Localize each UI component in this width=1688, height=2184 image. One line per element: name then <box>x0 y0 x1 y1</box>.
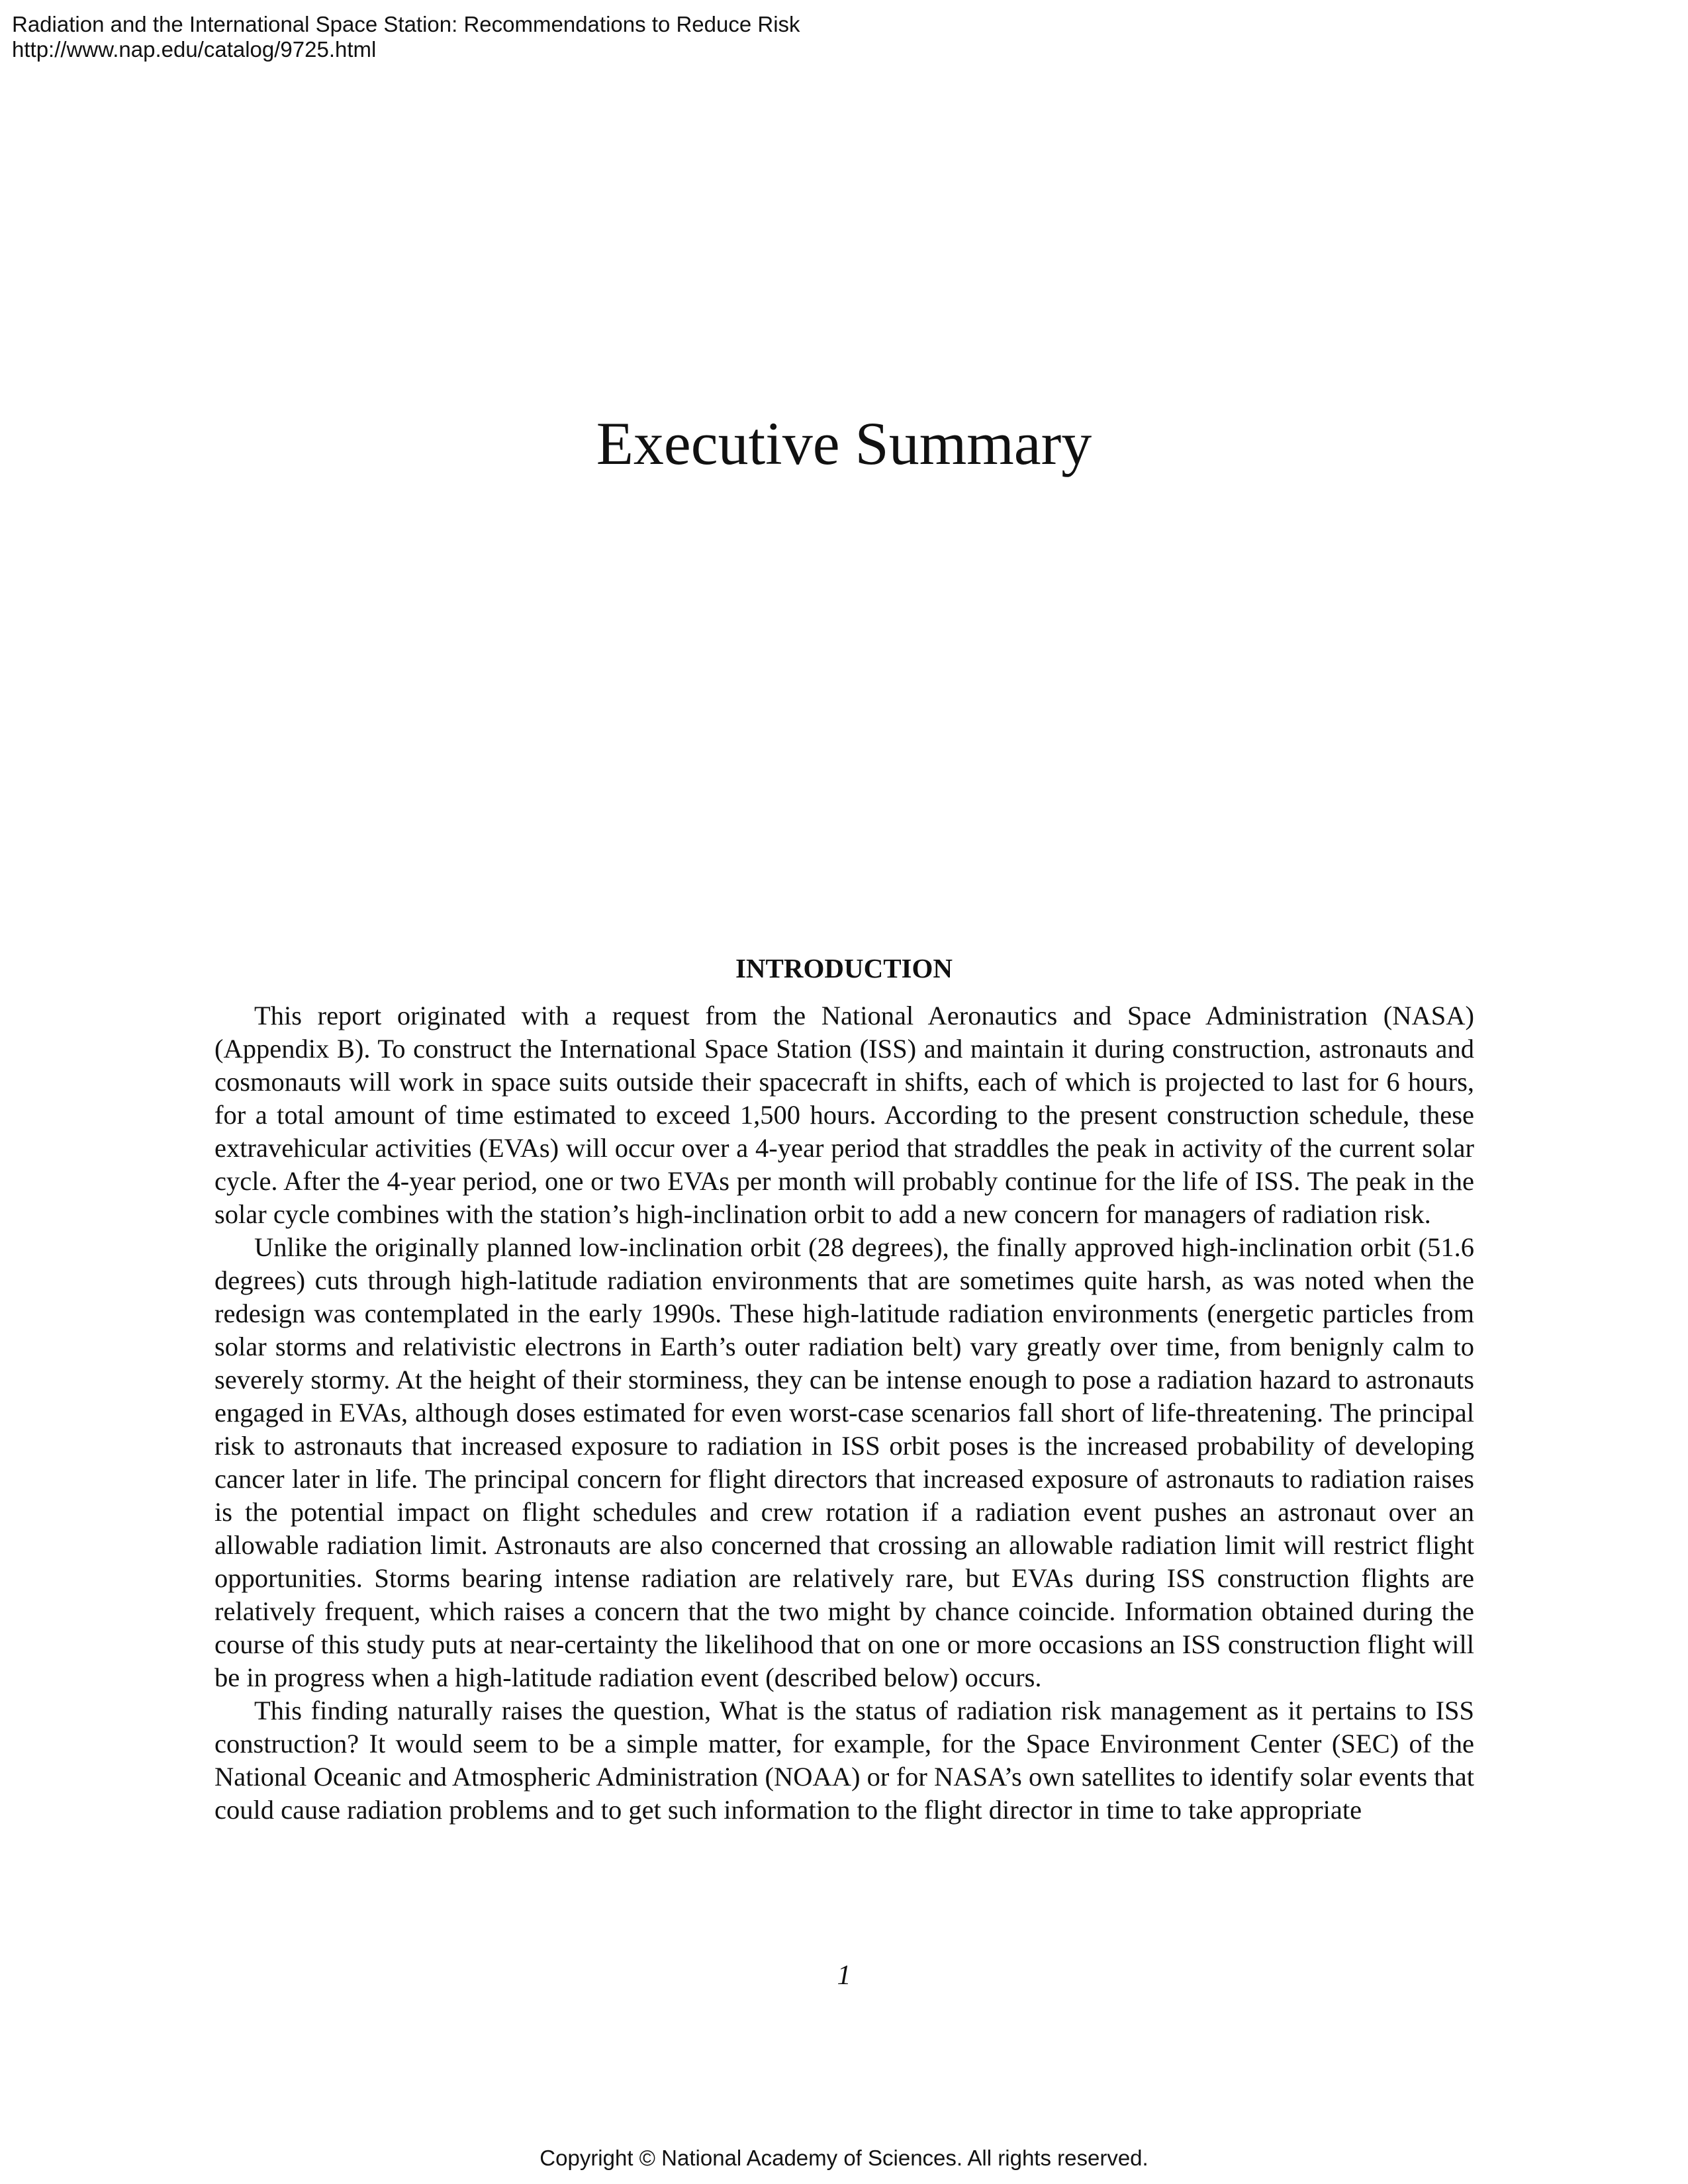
chapter-title: Executive Summary <box>596 410 1092 477</box>
page-number: 1 <box>837 1960 851 1991</box>
document-url: http://www.nap.edu/catalog/9725.html <box>12 37 377 62</box>
running-header <box>12 12 800 62</box>
body-text <box>214 999 1474 1827</box>
document-title: Radiation and the International Space Station: Recommendations to Reduce Risk <box>12 12 800 36</box>
paragraph: This report originated with a request from the National Aeronautics and Space Administration (NASA) (Appendix B). To construct the International Space Station (ISS) and maintain it during construction, astronauts and cosmonauts will work in space suits outside their spacecraft in shifts, each of which is projected to last for 6 hours, for a total amount of time estimated to exceed 1,500 hours. According to the present construction schedule, these extravehicular activities (EVAs) will occur over a 4-year period that straddles the peak in activity of the current solar cycle. After the 4-year period, one or two EVAs per month will probably continue for the life of ISS. The peak in the solar cycle combines with the station’s high-inclination orbit to add a new concern for managers of radiation risk. <box>214 1001 1474 1229</box>
paragraph: This finding naturally raises the question, What is the status of radiation risk management as it pertains to ISS construction? It would seem to be a simple matter, for example, for the Space Environment Center (SEC) of the National Oceanic and Atmospheric Administration (NOAA) or for NASA’s own satellites to identify solar events that could cause radiation problems and to get such information to the flight director in time to take appropriate <box>214 1696 1474 1825</box>
paragraph: Unlike the originally planned low-inclination orbit (28 degrees), the finally approved high-inclination orbit (51.6 degrees) cuts through high-latitude radiation environments that are sometimes quite harsh, as was noted when the redesign was contemplated in the early 1990s. These high-latitude radiation environments (energetic particles from solar storms and relativistic electrons in Earth’s outer radiation belt) vary greatly over time, from benignly calm to severely stormy. At the height of their storminess, they can be intense enough to pose a radiation hazard to astronauts engaged in EVAs, although doses estimated for even worst-case scenarios fall short of life-threatening. The principal risk to astronauts that increased exposure to radiation in ISS orbit poses is the increased probability of developing cancer later in life. The principal concern for flight directors that increased exposure of astronauts to radiation raises is the potential impact on flight schedules and crew rotation if a radiation event pushes an astronaut over an allowable radiation limit. Astronauts are also concerned that crossing an allowable radiation limit will restrict flight opportunities. Storms bearing intense radiation are relatively rare, but EVAs during ISS construction flights are relatively frequent, which raises a concern that the two might by chance coincide. Information obtained during the course of this study puts at near-certainty the likelihood that on one or more occasions an ISS construction flight will be in progress when a high-latitude radiation event (described below) occurs. <box>214 1232 1474 1692</box>
section-heading: INTRODUCTION <box>735 953 953 983</box>
copyright-notice: Copyright © National Academy of Sciences. All rights reserved. <box>539 2146 1149 2170</box>
